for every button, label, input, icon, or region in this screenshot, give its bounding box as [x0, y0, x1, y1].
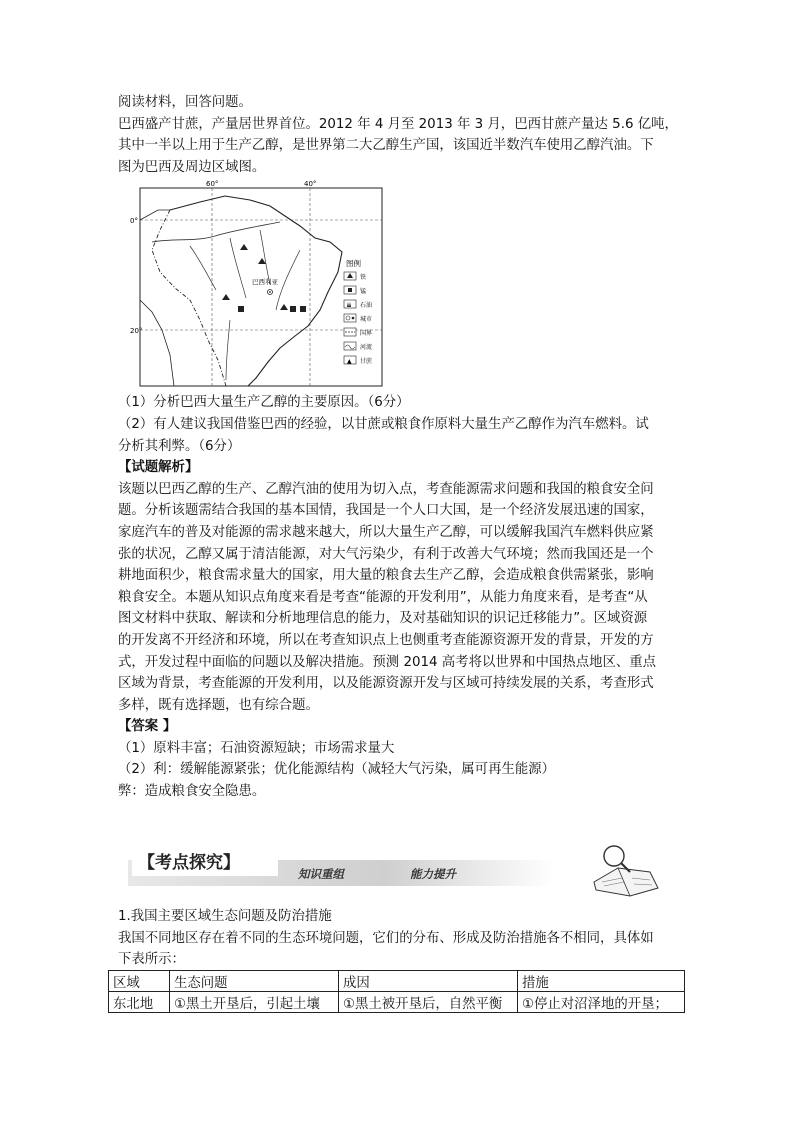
legend-sugarcane: 甘蔗: [360, 358, 373, 366]
table-cell: ①停止对沼泽地的开垦；: [518, 992, 685, 1013]
table-header-cell: 生态问题: [170, 971, 339, 992]
svg-text:▲: ▲: [347, 358, 352, 366]
section-banner: [118, 838, 684, 898]
table-header-cell: 措施: [518, 971, 685, 992]
banner-tag-knowledge: 知识重组: [298, 867, 344, 881]
legend-river: 河流: [360, 344, 373, 352]
table-cell: 东北地: [109, 992, 170, 1013]
analysis-line: 耕地面积少，粮食需求量大的国家，用大量的粮食去生产乙醇，会造成粮食供需紧张，影响: [118, 568, 654, 584]
answer-line: 弊：造成粮食安全隐患。: [118, 784, 266, 800]
analysis-line: 区域为背景，考查能源的开发利用，以及能源资源开发与区域可持续发展的关系，考查形式: [118, 676, 654, 692]
lon-label: 40°: [304, 180, 317, 189]
legend-oil: 石油: [360, 302, 373, 310]
brazil-map: [130, 180, 385, 390]
material-line: 其中一半以上用于生产乙醇，是世界第二大乙醇生产国，该国近半数汽车使用乙醇汽油。下: [118, 138, 654, 154]
book-magnifier-icon: [594, 846, 658, 896]
analysis-line: 该题以巴西乙醇的生产、乙醇汽油的使用为切入点，考查能源需求问题和我国的粮食安全问: [118, 481, 654, 497]
table-row: [109, 992, 685, 1013]
material-line: 巴西盛产甘蔗，产量居世界首位。2012 年 4 月至 2013 年 3 月，巴西甘蔗产量达 5.6 亿吨，: [118, 116, 678, 132]
lat-label: 0°: [130, 217, 138, 226]
table-cell: ①黑土开垦后，引起土壤: [170, 992, 339, 1013]
question-line: 分析其利弊。（6分）: [118, 438, 241, 454]
lat-label: 20°: [130, 327, 143, 336]
answer-line: （2）利：缓解能源紧张；优化能源结构（减轻大气污染，属可再生能源）: [118, 762, 556, 778]
analysis-line: 粮食安全。本题从知识点角度来看是考查“能源的开发利用”，从能力角度来看，是考查“从: [118, 589, 648, 605]
table-header-cell: 区域: [109, 971, 170, 992]
analysis-line: 题。分析该题需结合我国的基本国情，我国是一个人口大国，是一个经济发展迅速的国家，: [118, 503, 654, 519]
capital-label: 巴西利亚: [252, 278, 278, 287]
legend-manganese: 锰: [360, 288, 367, 296]
question-line: （2）有人建议我国借鉴巴西的经验，以甘蔗或粮食作原料大量生产乙醇作为汽车燃料。试: [118, 416, 649, 432]
legend-iron: 铁: [360, 274, 367, 282]
question-line: （1）分析巴西大量生产乙醇的主要原因。（6分）: [118, 395, 410, 411]
lon-label: 60°: [206, 180, 219, 189]
legend-border: 国界: [360, 330, 373, 338]
analysis-line: 多样，既有选择题，也有综合题。: [118, 697, 319, 713]
brazil-map-figure: [130, 180, 385, 390]
answer-line: （1）原料丰富；石油资源短缺；市场需求量大: [118, 740, 395, 756]
analysis-line: 式，开发过程中面临的问题以及解决措施。预测 2014 高考将以世界和中国热点地区、重点: [118, 654, 657, 670]
document-body: [118, 92, 684, 803]
table-header-row: [109, 971, 685, 992]
section-line: 我国不同地区存在着不同的生态环境问题，它们的分布、形成及防治措施各不相同，具体如: [118, 930, 654, 946]
analysis-line: 张的状况，乙醇又属于清洁能源，对大气污染少，有利于改善大气环境；然而我国还是一个: [118, 546, 654, 562]
banner-title: 【考点探究】: [138, 853, 240, 873]
legend-title: 图例: [346, 259, 361, 269]
table-header-cell: 成因: [339, 971, 518, 992]
table-cell: ①黑土被开垦后，自然平衡: [339, 992, 518, 1013]
section-body: [118, 906, 684, 971]
analysis-line: 图文材料中获取、解读和分析地理信息的能力，及对基础知识的识记迁移能力”。区域资源: [118, 611, 648, 627]
banner-tag-ability: 能力提升: [410, 867, 456, 881]
section-line: 下表所示：: [118, 952, 185, 968]
analysis-heading: 【试题解析】: [118, 460, 199, 476]
analysis-line: 家庭汽车的普及对能源的需求越来越大，所以大量生产乙醇，可以缓解我国汽车燃料供应紧: [118, 524, 654, 540]
section-title: 1.我国主要区域生态问题及防治措施: [118, 909, 332, 924]
material-line: 图为巴西及周边区域图。: [118, 159, 266, 175]
answer-heading: 【答案 】: [118, 719, 177, 735]
eco-problems-table: [108, 970, 685, 1013]
banner-graphic: [118, 838, 684, 898]
analysis-line: 的开发离不开经济和环境，所以在考查知识点上也侧重考查能源资源开发的背景，开发的方: [118, 632, 654, 648]
legend-city: 城市: [360, 316, 373, 324]
intro-line: 阅读材料，回答问题。: [118, 95, 252, 110]
